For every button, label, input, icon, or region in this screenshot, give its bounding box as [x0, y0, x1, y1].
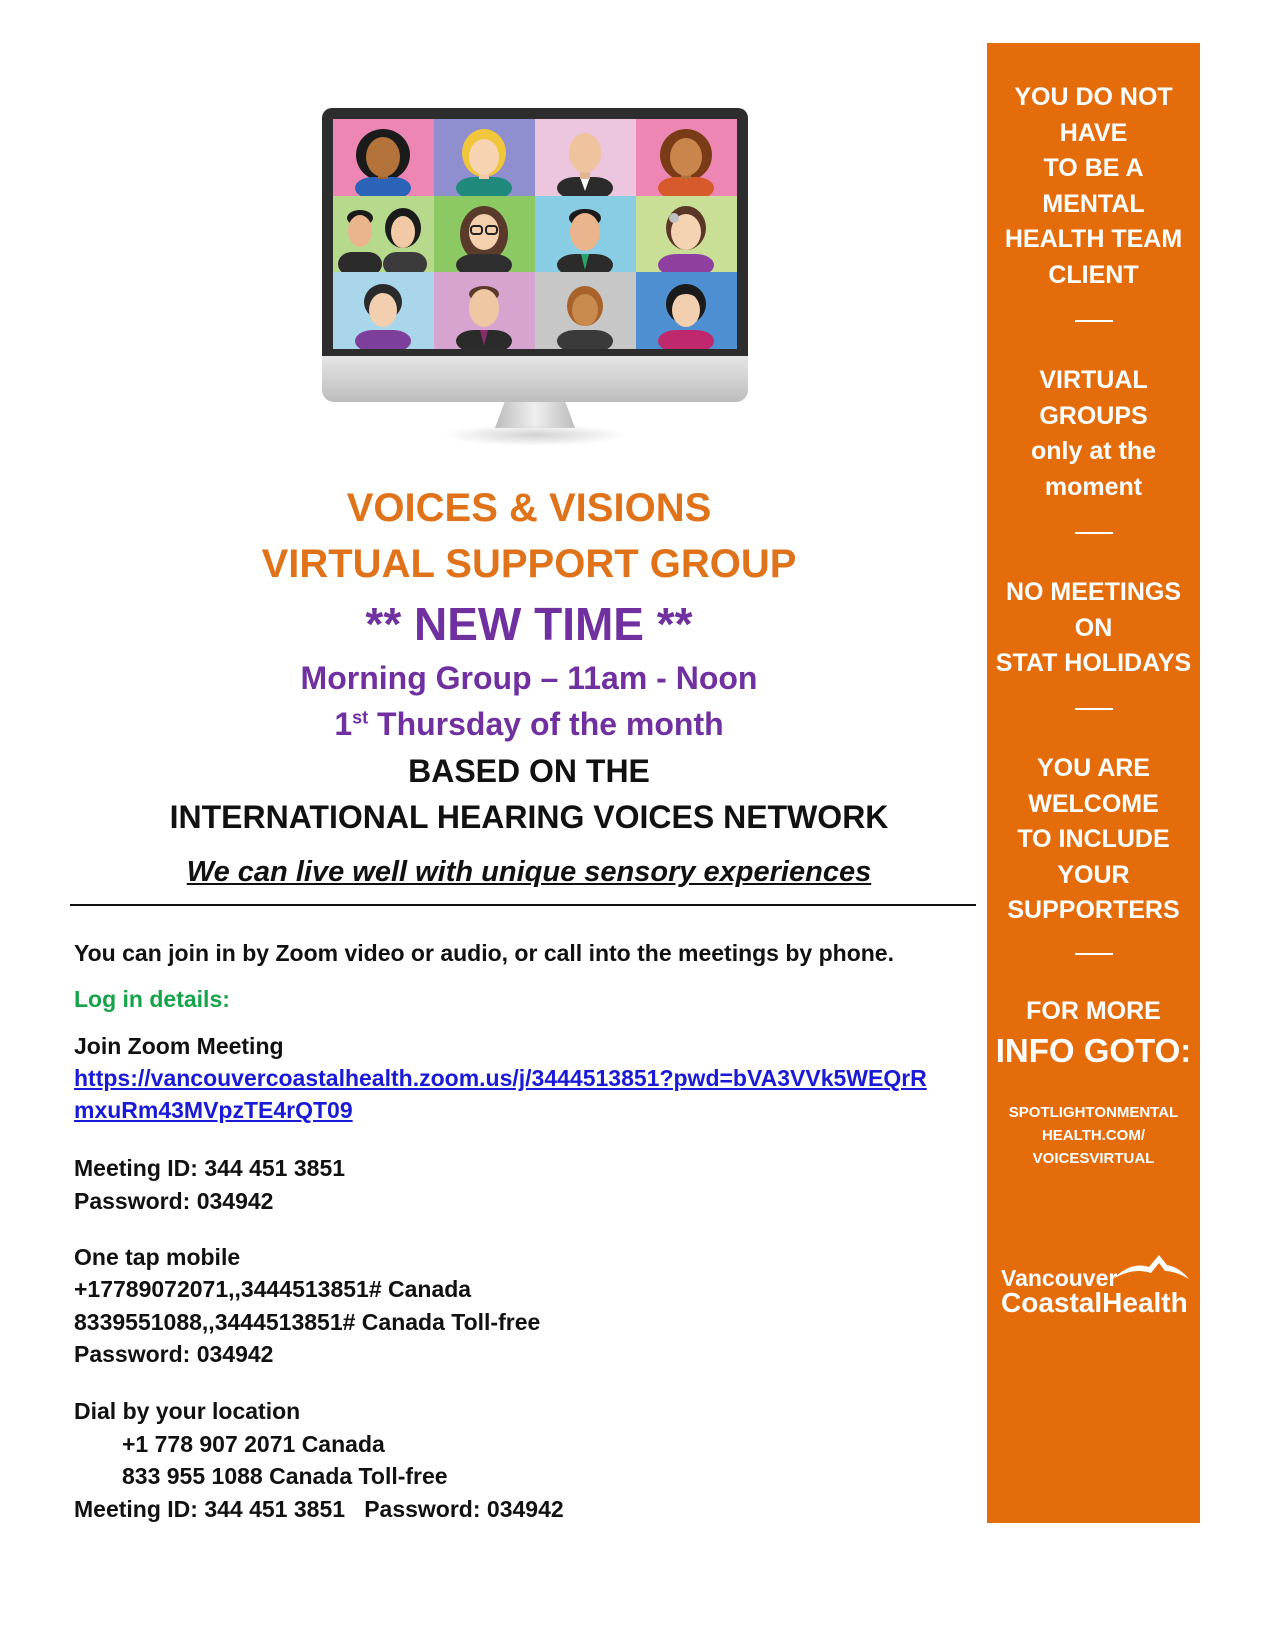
sidebar-text: TO BE A — [1043, 154, 1144, 182]
person-avatar-icon — [434, 196, 535, 273]
sidebar-website-line[interactable]: VOICESVIRTUAL — [1032, 1150, 1155, 1167]
participant-grid — [333, 119, 737, 349]
info-sidebar — [987, 43, 1200, 1523]
group-title: VOICES & VISIONS — [346, 486, 712, 530]
participant-tile — [333, 272, 434, 349]
sidebar-website-line[interactable]: SPOTLIGHTONMENTAL — [1008, 1104, 1179, 1121]
person-avatar-icon — [434, 119, 535, 196]
sidebar-text: CLIENT — [1048, 260, 1139, 289]
person-avatar-icon — [535, 196, 636, 273]
sidebar-divider — [1075, 953, 1113, 955]
zoom-link-line-2[interactable]: mxuRm43MVpzTE4rQT09 — [74, 1097, 353, 1123]
participant-tile — [434, 272, 535, 349]
sidebar-text: YOUR — [1057, 860, 1130, 889]
sidebar-more-info-small: FOR MORE — [1026, 997, 1161, 1025]
sidebar-block-holidays — [987, 575, 1200, 682]
sidebar-text: ON — [1074, 613, 1113, 642]
participant-tile — [636, 196, 737, 273]
sidebar-text: HAVE — [1059, 118, 1128, 147]
schedule-day-text: Thursday of the month — [368, 706, 724, 742]
two-people-avatar-icon — [333, 196, 434, 273]
network-line-2: INTERNATIONAL HEARING VOICES NETWORK — [169, 799, 889, 835]
sidebar-divider — [1075, 532, 1113, 534]
sidebar-text: MENTAL — [1042, 189, 1145, 218]
join-zoom-label: Join Zoom Meeting — [74, 1033, 284, 1059]
sidebar-divider — [1075, 320, 1113, 322]
sidebar-text: SUPPORTERS — [1007, 896, 1180, 924]
network-line-1: BASED ON THE — [408, 753, 650, 789]
person-avatar-icon — [333, 119, 434, 196]
dial-meeting-info: Meeting ID: 344 451 3851 Password: 034942 — [74, 1496, 564, 1522]
dial-canada: +1 778 907 2071 Canada — [122, 1431, 385, 1457]
meeting-password: Password: 034942 — [74, 1188, 274, 1214]
monitor-base-shadow — [442, 424, 628, 446]
participant-tile — [636, 272, 737, 349]
sidebar-text: WELCOME — [1028, 789, 1159, 818]
schedule-day-number: 1 — [334, 706, 353, 742]
sidebar-text: moment — [1044, 472, 1143, 501]
meeting-id: Meeting ID: 344 451 3851 — [74, 1155, 346, 1181]
schedule-day — [70, 706, 988, 743]
participant-tile — [434, 119, 535, 196]
sidebar-block-supporters — [987, 751, 1200, 929]
new-time-banner: ** NEW TIME ** — [365, 598, 693, 650]
tagline: We can live well with unique sensory experiences — [186, 856, 872, 888]
join-intro: You can join in by Zoom video or audio, or call into the meetings by phone. — [74, 940, 894, 966]
person-avatar-icon — [636, 272, 737, 349]
sidebar-more-info-big: INFO GOTO: — [995, 1032, 1192, 1069]
participant-tile — [636, 119, 737, 196]
participant-tile — [535, 196, 636, 273]
person-avatar-icon — [535, 119, 636, 196]
sidebar-website-line[interactable]: HEALTH.COM/ — [1041, 1127, 1146, 1144]
logo-text-coastalhealth: CoastalHealth — [1001, 1287, 1188, 1318]
sidebar-text: HEALTH TEAM — [1004, 225, 1183, 253]
participant-tile — [535, 272, 636, 349]
participant-tile — [333, 119, 434, 196]
person-avatar-icon — [636, 196, 737, 273]
logo-text-vancouver: Vancouver — [1001, 1265, 1118, 1291]
sidebar-block-eligibility — [987, 80, 1200, 293]
sidebar-text: STAT HOLIDAYS — [995, 649, 1192, 677]
login-heading: Log in details: — [74, 986, 230, 1012]
sidebar-text: YOU ARE — [1037, 754, 1150, 782]
one-tap-toll-free: 8339551088,,3444513851# Canada Toll-free — [74, 1309, 541, 1335]
sidebar-text: GROUPS — [1039, 401, 1148, 430]
person-avatar-icon — [434, 272, 535, 349]
sidebar-text: only at the — [1030, 437, 1156, 465]
sidebar-text: YOU DO NOT — [1014, 83, 1173, 111]
divider — [70, 904, 976, 906]
sidebar-text: TO INCLUDE — [1017, 825, 1170, 853]
one-tap-password: Password: 034942 — [74, 1341, 274, 1367]
monitor-screen-frame — [322, 108, 748, 356]
person-avatar-icon — [636, 119, 737, 196]
zoom-link-line-1[interactable]: https://vancouvercoastalhealth.zoom.us/j/3444513851?pwd=bVA3VVk5WEQrR — [74, 1065, 927, 1091]
person-avatar-icon — [333, 272, 434, 349]
vancouver-coastal-health-logo — [1001, 1253, 1191, 1323]
mountain-logo-icon — [1111, 1253, 1191, 1283]
schedule-time: Morning Group – 11am - Noon — [300, 660, 758, 696]
sidebar-block-virtual — [987, 363, 1200, 505]
one-tap-canada: +17789072071,,3444513851# Canada — [74, 1276, 472, 1302]
sidebar-website[interactable] — [987, 1101, 1200, 1170]
dial-toll-free: 833 955 1088 Canada Toll-free — [122, 1463, 448, 1489]
sidebar-text: VIRTUAL — [1039, 366, 1148, 394]
participant-tile — [434, 196, 535, 273]
dial-label: Dial by your location — [74, 1398, 301, 1424]
video-call-monitor-icon — [322, 108, 748, 448]
participant-tile — [333, 196, 434, 273]
sidebar-text: NO MEETINGS — [1005, 578, 1181, 606]
participant-tile — [535, 119, 636, 196]
schedule-day-suffix: st — [352, 707, 369, 728]
group-subtitle: VIRTUAL SUPPORT GROUP — [261, 542, 797, 586]
one-tap-label: One tap mobile — [74, 1244, 241, 1270]
monitor-bezel — [322, 356, 748, 402]
sidebar-divider — [1075, 708, 1113, 710]
person-avatar-icon — [535, 272, 636, 349]
